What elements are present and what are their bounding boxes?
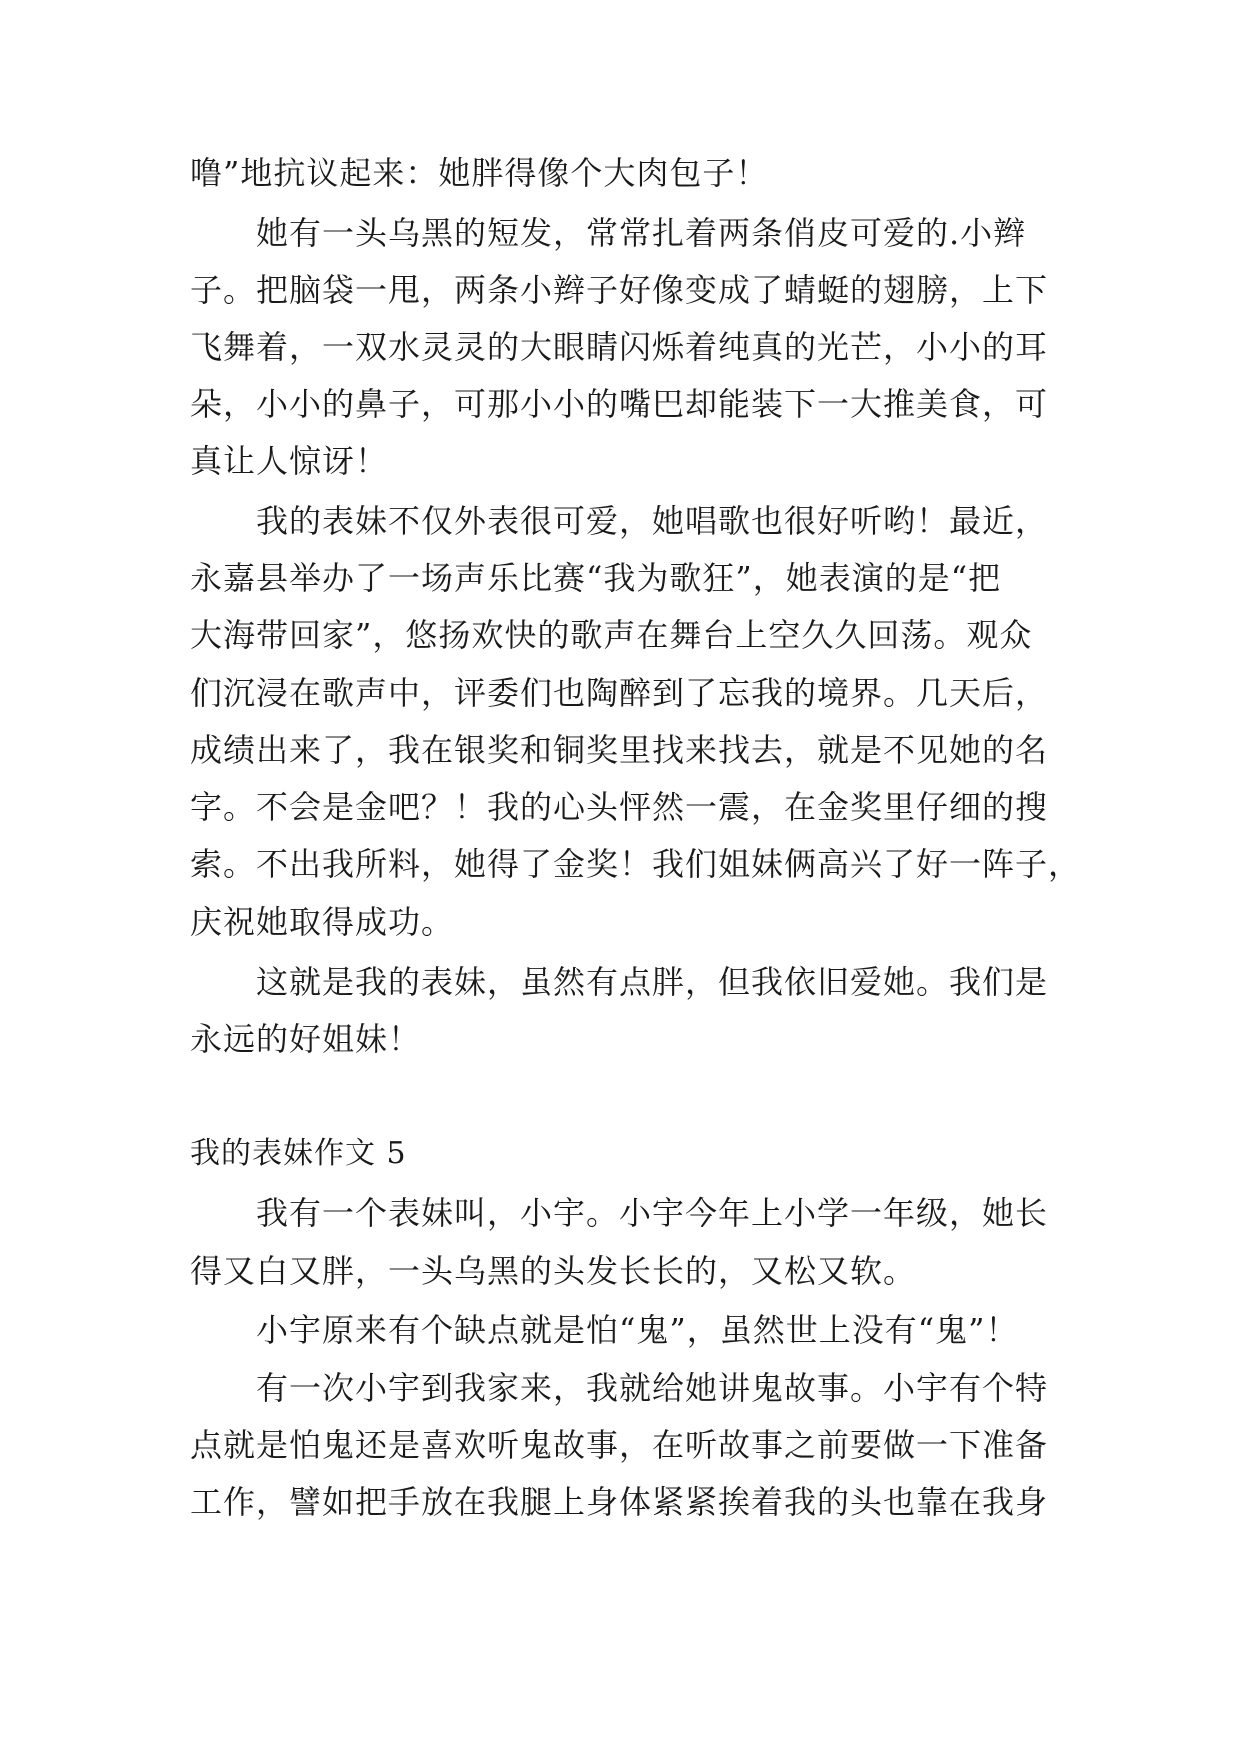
text-line: 朵，小小的鼻子，可那小小的嘴巴却能装下一大推美食，可: [190, 385, 1049, 423]
text-line: 庆祝她取得成功。: [190, 903, 455, 941]
text-line: 我有一个表妹叫，小宇。小宇今年上小学一年级，她长: [256, 1194, 1049, 1232]
text-line: 子。把脑袋一甩，两条小辫子好像变成了蜻蜓的翅膀，上下: [190, 271, 1049, 309]
section-heading: 我的表妹作文 5: [190, 1136, 407, 1171]
text-line: 永嘉县举办了一场声乐比赛“我为歌狂”，她表演的是“把: [190, 559, 1002, 597]
text-line: 飞舞着，一双水灵灵的大眼睛闪烁着纯真的光芒，小小的耳: [190, 328, 1049, 366]
text-line: 她有一头乌黑的短发，常常扎着两条俏皮可爱的.小辫: [256, 214, 1027, 252]
text-line: 有一次小宇到我家来，我就给她讲鬼故事。小宇有个特: [256, 1369, 1049, 1407]
text-line: 我的表妹不仅外表很可爱，她唱歌也很好听哟！最近，: [256, 502, 1049, 540]
text-line: 噜”地抗议起来：她胖得像个大肉包子！: [190, 154, 769, 192]
text-line: 真让人惊讶！: [190, 442, 389, 480]
text-line: 索。不出我所料，她得了金奖！我们姐妹俩高兴了好一阵子，: [190, 845, 1082, 883]
text-line: 小宇原来有个缺点就是怕“鬼”，虽然世上没有“鬼”！: [256, 1311, 1019, 1349]
text-line: 们沉浸在歌声中，评委们也陶醉到了忘我的境界。几天后，: [190, 674, 1049, 712]
text-line: 得又白又胖，一头乌黑的头发长长的，又松又软。: [190, 1252, 917, 1290]
text-line: 点就是怕鬼还是喜欢听鬼故事，在听故事之前要做一下准备: [190, 1426, 1049, 1464]
text-line: 大海带回家”，悠扬欢快的歌声在舞台上空久久回荡。观众: [190, 616, 1033, 654]
text-line: 永远的好姐妹！: [190, 1020, 422, 1058]
text-line: 字。不会是金吧？！我的心头怦然一震，在金奖里仔细的搜: [190, 788, 1049, 826]
text-line: 这就是我的表妹，虽然有点胖，但我依旧爱她。我们是: [256, 963, 1049, 1001]
text-line: 工作，譬如把手放在我腿上身体紧紧挨着我的头也靠在我身: [190, 1483, 1049, 1521]
text-line: 成绩出来了，我在银奖和铜奖里找来找去，就是不见她的名: [190, 731, 1049, 769]
